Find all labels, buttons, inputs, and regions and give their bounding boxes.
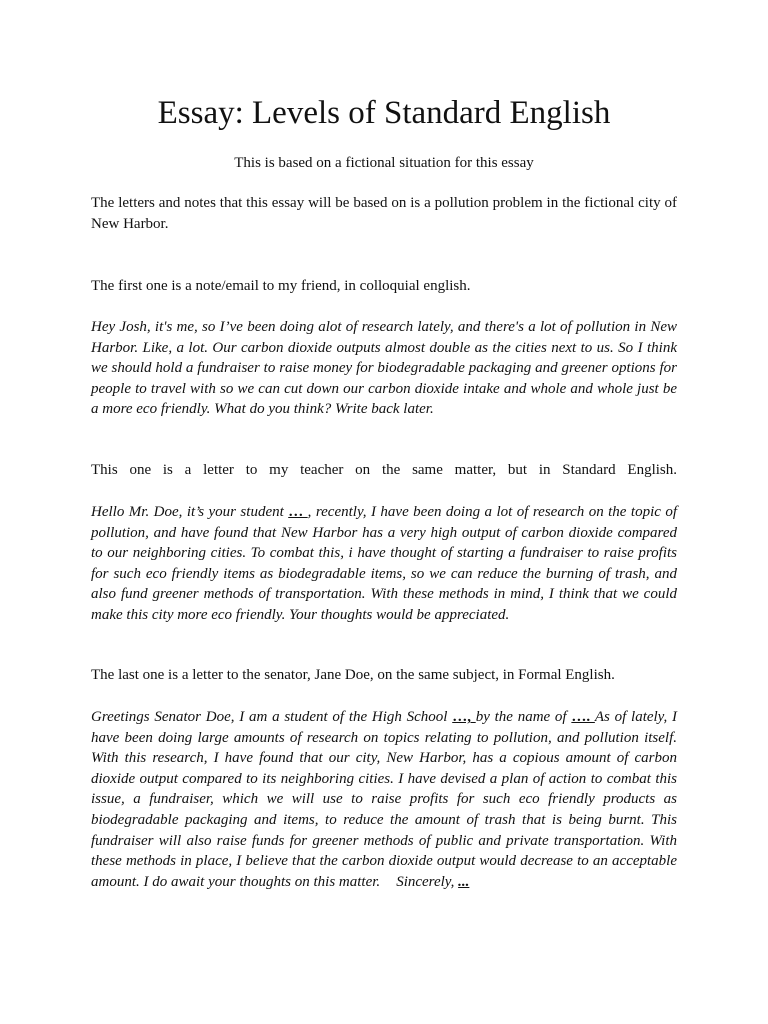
section3-letter [91, 707, 677, 892]
section3-letter-rest: As of lately, I have been doing large amounts of research on topics relating to pollution, and pollution itself. With this research, I have found that our city, New Harbor, has a copious amount of carbon dioxide output compared to its neighboring cities. I have devised a plan of action to combat this issue, a fundraiser, which we will use to raise profits for such eco friendly products as biodegradable packaging and items, to reduce the amount of trash that is being burnt. This fundraiser will also raise funds for greener methods of public and private transportation. With these methods in place, I believe that the carbon dioxide output would decrease to an acceptable amount. I do await your thoughts on this matter. [91, 709, 678, 890]
page-title: Essay: Levels of Standard English [157, 95, 611, 131]
section1-letter: Hey Josh, it's me, so I’ve been doing alot of research lately, and there's a lot of pollution in New Harbor. Like, a lot. Our carbon dioxide outputs almost double as the cities next to us. So I think we should hold a fundraiser to raise money for biodegradable packaging and greener options for people to travel with so we can cut down our carbon dioxide intake and whole and whole just be a more eco friendly. What do you think? Write back later. [91, 319, 677, 418]
school-name-blank: …, [452, 709, 476, 725]
section3-heading: The last one is a letter to the senator, Jane Doe, on the same subject, in Formal English. [91, 667, 615, 683]
student-name-blank-2: …. [571, 709, 595, 725]
section3-letter-mid: by the name of [475, 709, 572, 725]
intro-paragraph: The letters and notes that this essay will be based on is a pollution problem in the fictional city of New Harbor. [91, 195, 677, 232]
section2-letter-start: Hello Mr. Doe, it’s your student [91, 504, 289, 520]
student-name-blank: … [288, 504, 308, 520]
section2-heading: This one is a letter to my teacher on the same matter, but in Standard English. [91, 462, 677, 478]
section1-heading: The first one is a note/email to my friend, in colloquial english. [91, 278, 471, 294]
section2-letter-rest: , recently, I have been doing a lot of research on the topic of pollution, and have found that New Harbor has a very high output of carbon dioxide compared to our neighboring cities. To combat this, i have thought of starting a fundraiser to raise profits for such eco friendly items as biodegradable items, so we can reduce the burning of trash, and also fund greener methods of transportation. With these methods in mind, I think that we could make this city more eco friendly. Your thoughts would be appreciated. [91, 504, 678, 623]
section3-letter-start: Greetings Senator Doe, I am a student of the High School [91, 709, 453, 725]
signature-blank: ... [458, 873, 470, 890]
signoff: Sincerely, [396, 873, 459, 890]
subtitle: This is based on a fictional situation for this essay [234, 155, 534, 171]
section2-letter [91, 502, 677, 626]
